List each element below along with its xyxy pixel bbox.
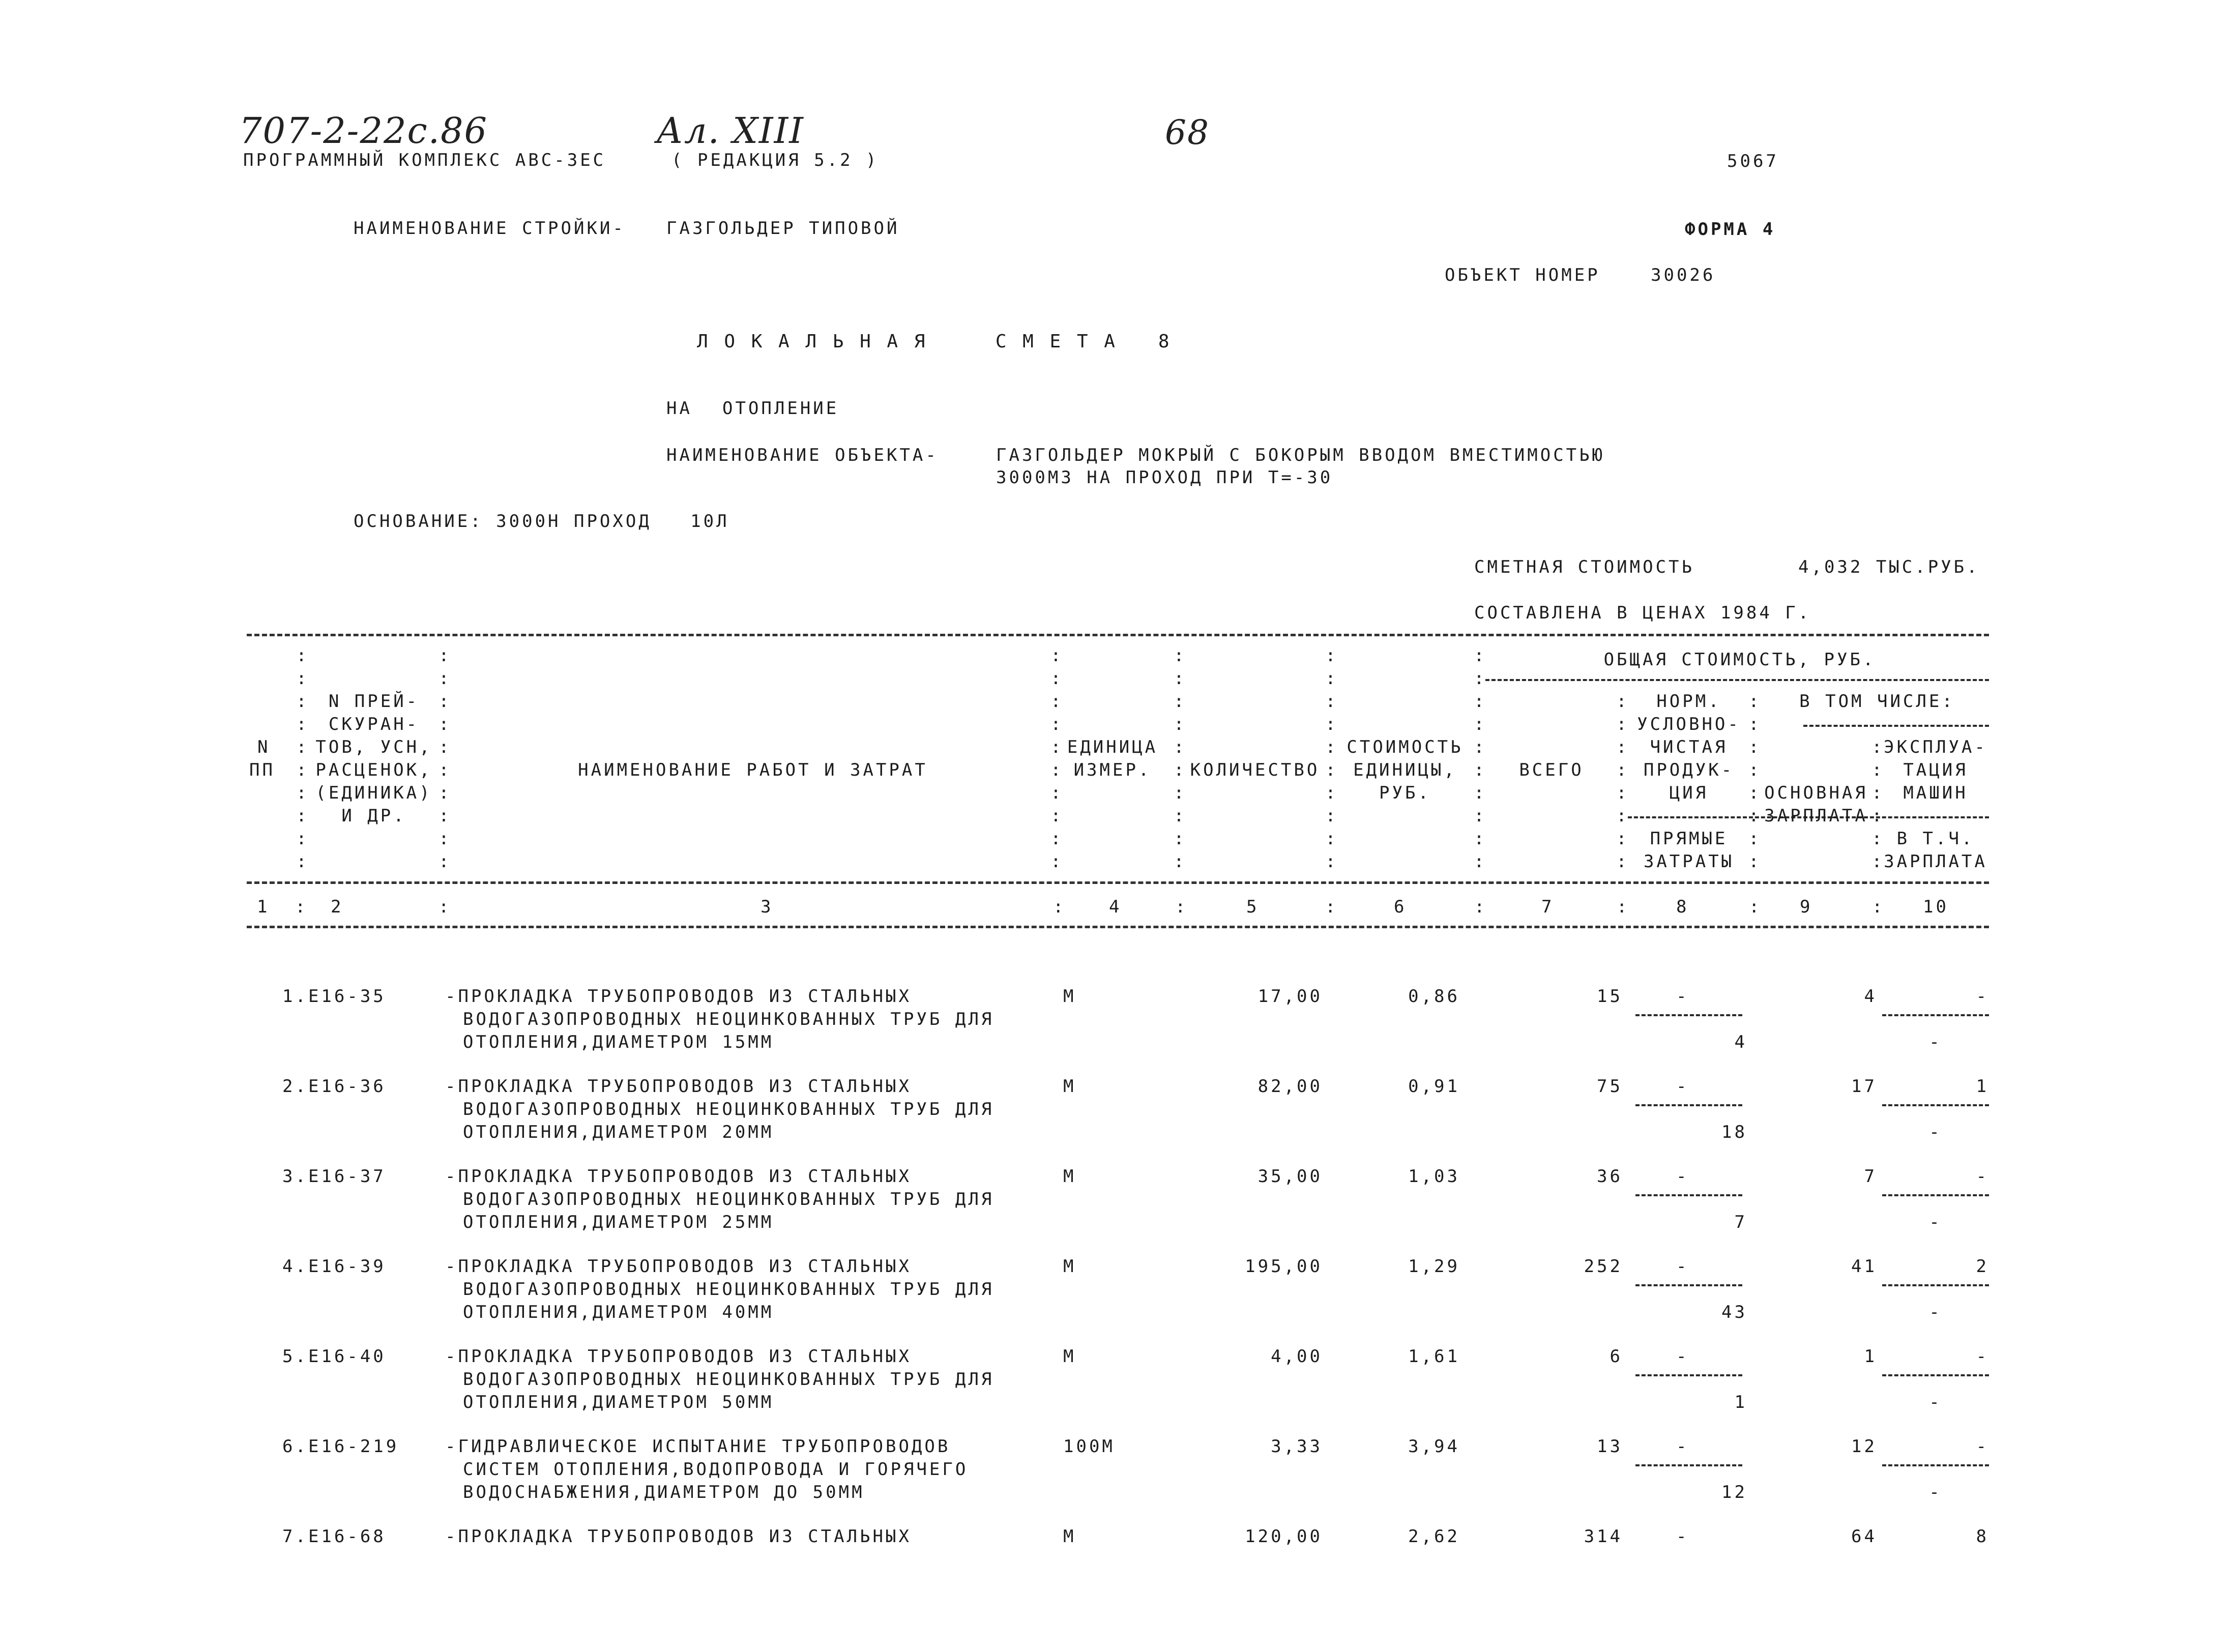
row-norm-divider [1635,1464,1742,1466]
estimated-cost-value: 4,032 ТЫС.РУБ. [1798,557,1980,577]
row-machine-wage: - [1929,1212,1942,1232]
row-unit: 100М [1063,1436,1115,1457]
col-mach-wage-header-1: В Т.Ч. [1896,829,1975,849]
row-norm-production: - [1676,1526,1689,1547]
row-total: 252 [1584,1256,1623,1277]
object-name-line-1: ГАЗГОЛЬДЕР МОКРЫЙ С БОКОРЫМ ВВОДОМ ВМЕСТИМОСТЬЮ [996,445,1605,465]
row-quantity: 3,33 [1271,1436,1323,1457]
col-unit-header-1: ЕДИНИЦА [1067,737,1158,757]
row-machine-divider [1882,1194,1989,1196]
row-direct-costs: 18 [1721,1122,1747,1142]
row-base-wage: 7 [1864,1166,1877,1187]
row-work-name: ВОДОГАЗОПРОВОДНЫХ НЕОЦИНКОВАННЫХ ТРУБ ДЛЯ [463,1009,994,1029]
row-norm-production: - [1676,1076,1689,1097]
row-quantity: 4,00 [1271,1346,1323,1367]
row-work-name: -ГИДРАВЛИЧЕСКОЕ ИСПЫТАНИЕ ТРУБОПРОВОДОВ [445,1436,951,1457]
on-label: НА [666,398,692,419]
row-machine-divider [1882,1014,1989,1016]
row-unit-price: 1,03 [1408,1166,1460,1187]
col-number-4: 4 [1109,897,1122,917]
row-total: 314 [1584,1526,1623,1547]
row-machine-divider [1882,1284,1989,1286]
col-ref-header-3: ТОВ, УСН, [315,737,432,757]
row-work-name: ОТОПЛЕНИЯ,ДИАМЕТРОМ 20ММ [463,1122,774,1142]
object-number: 30026 [1651,265,1716,285]
row-total: 75 [1597,1076,1623,1097]
row-machine-divider [1882,1104,1989,1106]
row-quantity: 35,00 [1257,1166,1323,1187]
row-norm-production: - [1676,1166,1689,1187]
col-price-header-2: ЕДИНИЦЫ, [1353,760,1457,780]
row-base-wage: 4 [1864,986,1877,1007]
row-base-wage: 64 [1851,1526,1877,1547]
row-norm-divider [1635,1194,1742,1196]
col-mach-header-1: ЭКСПЛУА- [1884,737,1987,757]
col-direct-header-1: ПРЯМЫЕ [1650,829,1728,849]
form-label: ФОРМА 4 [1685,219,1776,240]
row-machine-divider [1882,1374,1989,1376]
col-norm-header-1: НОРМ. [1656,691,1721,712]
col-norm-header-4: ПРОДУК- [1643,760,1735,780]
col-direct-header-2: ЗАТРАТЫ [1643,851,1735,872]
row-norm-divider [1635,1374,1742,1376]
col-total-header: ВСЕГО [1519,760,1584,780]
col-mach-wage-header-2: ЗАРПЛАТА [1884,851,1987,872]
row-direct-costs: 7 [1734,1212,1747,1232]
row-machine-wage: - [1929,1392,1942,1412]
row-machine-operation: - [1976,1436,1989,1457]
row-base-wage: 17 [1851,1076,1877,1097]
row-norm-divider [1635,1104,1742,1106]
row-work-name: -ПРОКЛАДКА ТРУБОПРОВОДОВ ИЗ СТАЛЬНЫХ [445,1076,912,1097]
row-norm-production: - [1676,1256,1689,1277]
col-name-header: НАИМЕНОВАНИЕ РАБОТ И ЗАТРАТ [578,760,928,780]
handwritten-page-number: 68 [1165,113,1210,152]
col-number-10: 10 [1923,897,1949,917]
row-ref: 7.Е16-68 [282,1526,386,1547]
row-machine-wage: - [1929,1122,1942,1142]
incl-header: В ТОМ ЧИСЛЕ: [1799,691,1955,712]
col-ref-header-6: И ДР. [341,806,406,826]
col-ref-header-5: (ЕДИНИКА) [315,783,432,803]
row-direct-costs: 43 [1721,1302,1747,1322]
col-number-9: 9 [1800,897,1813,917]
row-unit-price: 0,91 [1408,1076,1460,1097]
program-name: ПРОГРАММНЫЙ КОМПЛЕКС АВС-ЗЕС [243,150,606,170]
incl-rule [1803,725,1989,727]
row-machine-wage: - [1929,1482,1942,1502]
col-norm-header-3: ЧИСТАЯ [1650,737,1728,757]
row-norm-production: - [1676,1346,1689,1367]
row-work-name: -ПРОКЛАДКА ТРУБОПРОВОДОВ ИЗ СТАЛЬНЫХ [445,1166,912,1187]
row-unit-price: 1,29 [1408,1256,1460,1277]
row-work-name: ВОДОСНАБЖЕНИЯ,ДИАМЕТРОМ ДО 50ММ [463,1482,865,1502]
row-work-name: ВОДОГАЗОПРОВОДНЫХ НЕОЦИНКОВАННЫХ ТРУБ ДЛЯ [463,1099,994,1119]
column-separator: : : : : : : : : : : [296,645,309,872]
row-unit: М [1063,986,1076,1007]
col-number-8: 8 [1676,897,1689,917]
column-number-rule [247,926,1989,928]
row-work-name: СИСТЕМ ОТОПЛЕНИЯ,ВОДОПРОВОДА И ГОРЯЧЕГО [463,1459,969,1480]
row-work-name: -ПРОКЛАДКА ТРУБОПРОВОДОВ ИЗ СТАЛЬНЫХ [445,986,912,1007]
on-value: ОТОПЛЕНИЕ [722,398,839,419]
row-direct-costs: 12 [1721,1482,1747,1502]
row-quantity: 82,00 [1257,1076,1323,1097]
row-direct-costs: 1 [1734,1392,1747,1412]
row-total: 6 [1610,1346,1623,1367]
col-price-header-3: РУБ. [1379,783,1431,803]
col-mach-header-2: ТАЦИЯ [1903,760,1968,780]
col-qty-header: КОЛИЧЕСТВО [1190,760,1320,780]
row-work-name: -ПРОКЛАДКА ТРУБОПРОВОДОВ ИЗ СТАЛЬНЫХ [445,1526,912,1547]
col-unit-header-2: ИЗМЕР. [1073,760,1152,780]
col-norm-header-5: ЦИЯ [1669,783,1709,803]
row-work-name: -ПРОКЛАДКА ТРУБОПРОВОДОВ ИЗ СТАЛЬНЫХ [445,1256,912,1277]
column-separator: : : : : : : [1871,737,1885,872]
row-unit-price: 3,94 [1408,1436,1460,1457]
column-separator: : : : : : : : : [1748,691,1762,872]
row-total: 13 [1597,1436,1623,1457]
col-price-header-1: СТОИМОСТЬ [1347,737,1464,757]
row-norm-divider [1635,1284,1742,1286]
row-unit: М [1063,1256,1076,1277]
program-edition: ( РЕДАКЦИЯ 5.2 ) [671,150,879,170]
row-work-name: ВОДОГАЗОПРОВОДНЫХ НЕОЦИНКОВАННЫХ ТРУБ ДЛЯ [463,1189,994,1210]
document-number: 5067 [1727,151,1779,171]
row-machine-wage: - [1929,1032,1942,1052]
document-title: Л О К А Л Ь Н А Я С М Е Т А 8 [697,331,1172,352]
object-name-line-2: 3000М3 НА ПРОХОД ПРИ Т=-30 [996,467,1333,488]
row-machine-operation: - [1976,1346,1989,1367]
row-machine-wage: - [1929,1302,1942,1322]
row-work-name: ВОДОГАЗОПРОВОДНЫХ НЕОЦИНКОВАННЫХ ТРУБ ДЛЯ [463,1369,994,1390]
col-n-header-2: ПП [249,760,275,780]
row-quantity: 17,00 [1257,986,1323,1007]
basis: ОСНОВАНИЕ: 3000Н ПРОХОД 10Л [354,511,729,532]
column-separator: : : : : : : : : : : [1174,645,1187,872]
col-number-1: 1 [257,897,270,917]
row-quantity: 195,00 [1245,1256,1323,1277]
object-name-label: НАИМЕНОВАНИЕ ОБЪЕКТА- [666,445,939,465]
col-wage-header-2: ЗАРПЛАТА [1764,806,1868,826]
handwritten-code: 707-2-22с.86 [239,110,488,152]
row-quantity: 120,00 [1245,1526,1323,1547]
handwritten-album: Ал. XIII [656,110,804,152]
row-unit: М [1063,1076,1076,1097]
row-norm-production: - [1676,1436,1689,1457]
row-work-name: ОТОПЛЕНИЯ,ДИАМЕТРОМ 15ММ [463,1032,774,1052]
row-machine-operation: - [1976,1166,1989,1187]
row-base-wage: 12 [1851,1436,1877,1457]
header-top-rule [247,634,1989,636]
row-base-wage: 1 [1864,1346,1877,1367]
row-unit: М [1063,1166,1076,1187]
row-direct-costs: 4 [1734,1032,1747,1052]
row-unit-price: 2,62 [1408,1526,1460,1547]
building-value: ГАЗГОЛЬДЕР ТИПОВОЙ [666,218,900,239]
row-machine-operation: - [1976,986,1989,1007]
col-ref-header-2: СКУРАН- [328,714,420,734]
column-separator: : : : : : : : : [1616,691,1629,872]
row-ref: 2.Е16-36 [282,1076,386,1097]
row-unit-price: 0,86 [1408,986,1460,1007]
column-separator: : : : : : : : : : : [1325,645,1338,872]
row-work-name: -ПРОКЛАДКА ТРУБОПРОВОДОВ ИЗ СТАЛЬНЫХ [445,1346,912,1367]
col-number-6: 6 [1394,897,1407,917]
building-label: НАИМЕНОВАНИЕ СТРОЙКИ- [354,218,626,239]
col-number-2: 2 [331,897,344,917]
column-separator: : : : : : : : : : : [438,645,452,872]
column-separator: : : : : : : : : : : [1474,645,1487,872]
row-work-name: ОТОПЛЕНИЯ,ДИАМЕТРОМ 50ММ [463,1392,774,1412]
prices-basis: СОСТАВЛЕНА В ЦЕНАХ 1984 Г. [1474,603,1811,623]
col-wage-header-1: ОСНОВНАЯ [1764,783,1868,803]
col-ref-header-4: РАСЦЕНОК, [315,760,432,780]
row-norm-divider [1635,1014,1742,1016]
row-total: 15 [1597,986,1623,1007]
row-base-wage: 41 [1851,1256,1877,1277]
row-machine-operation: 2 [1976,1256,1989,1277]
total-group-header: ОБЩАЯ СТОИМОСТЬ, РУБ. [1603,650,1876,670]
row-machine-operation: 8 [1976,1526,1989,1547]
col-number-3: 3 [760,897,774,917]
object-number-label: ОБЪЕКТ НОМЕР [1445,265,1600,285]
row-norm-production: - [1676,986,1689,1007]
estimated-cost-label: СМЕТНАЯ СТОИМОСТЬ [1474,557,1694,577]
row-unit: М [1063,1526,1076,1547]
row-unit-price: 1,61 [1408,1346,1460,1367]
total-group-rule [1485,679,1989,681]
col-number-5: 5 [1246,897,1260,917]
row-work-name: ВОДОГАЗОПРОВОДНЫХ НЕОЦИНКОВАННЫХ ТРУБ ДЛЯ [463,1279,994,1300]
row-total: 36 [1597,1166,1623,1187]
col-norm-header-2: УСЛОВНО- [1637,714,1741,734]
col-mach-header-3: МАШИН [1903,783,1968,803]
col-n-header: N [257,737,271,757]
header-bottom-rule [247,881,1989,884]
row-ref: 6.Е16-219 [282,1436,399,1457]
row-ref: 3.Е16-37 [282,1166,386,1187]
row-ref: 4.Е16-39 [282,1256,386,1277]
row-work-name: ОТОПЛЕНИЯ,ДИАМЕТРОМ 25ММ [463,1212,774,1232]
row-machine-divider [1882,1464,1989,1466]
row-work-name: ОТОПЛЕНИЯ,ДИАМЕТРОМ 40ММ [463,1302,774,1322]
row-ref: 5.Е16-40 [282,1346,386,1367]
row-machine-operation: 1 [1976,1076,1989,1097]
column-separator: : : : : : : : : : : [1050,645,1064,872]
row-unit: М [1063,1346,1076,1367]
col-number-7: 7 [1541,897,1555,917]
row-ref: 1.Е16-35 [282,986,386,1007]
col-ref-header-1: N ПРЕЙ- [328,691,420,712]
